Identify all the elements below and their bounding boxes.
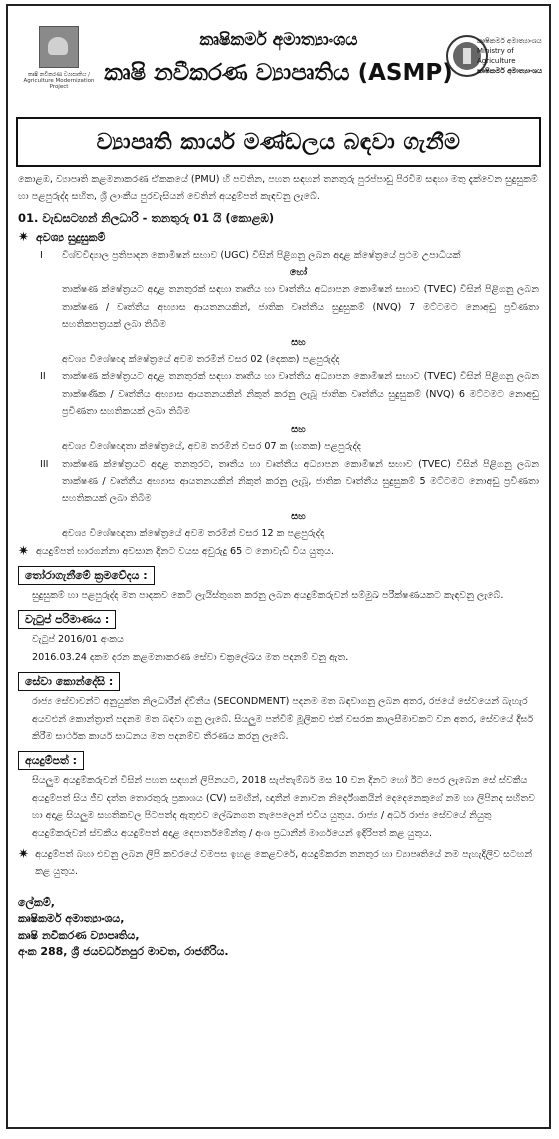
age-note: ✷ අයදුම්පත් භාරගන්නා අවසාන දිනට වයස අවුරුදු 65 ට නොවැඩි විය යුතුය. [18,543,334,559]
intro-paragraph: කොළඹ, ව්‍යාපෘති කළමනාකරණ ඒකකයේ (PMU) හි පවතින, පහත සඳහන් තනතුරු පුරප්පාඩු පිරවීම සඳහා මතු දැක්වෙන සුදුසුකම් හා පළපුරුද්ද සහිත, ශ්‍රී ලාංකීය පුරවැසියන් වෙතින් අයදුම්පත් කැඳවනු ලැබේ. [18,174,538,203]
ministry-title: කෘෂිකර්ම අමාත්‍යාංශය [199,30,358,50]
logo-caption: කෘෂි නවීකරණ ව්‍යාපෘතිය / Agriculture Modernization Project [23,72,95,90]
envelope-note: ✷ අයදුම්පත් බහා එවනු ලබන ලිපි කවරයේ වමපස ඉහළ කෙළවරේ, අයදුම්කරන තනතුර හා ව්‍යාපෘතියේ නම පැහැදිලිව සටහන් කළ යුතුය. [18,846,539,881]
selection-text: සුදුසුකම් හා පළපුරුද්ද මත පාදකව කෙටි ලැයිස්තුගත කරනු ලබන අයදුම්කරුවන් සම්මුඛ පරීක්ෂණයකට කැඳවනු ලැබේ. [32,589,504,601]
requirement-item [18,351,539,368]
requirement-text: තාක්ෂණ ක්ෂේත්‍රයට අදාළ තනතුරක් සඳහා තෘතීය හා වෘත්තීය අධ්‍යාපන කොමිෂන් සභාව (TVEC) විසින් පිළිගනු ලබන තාක්ෂණ / වෘත්තීය අභ්‍යාස ආයතනයකින්, ජාතික වෘත්තීය සුදුසුකම් (NVQ) 7 මට්ටමට නොඅඩු ප්‍රවීණතා සහතිකපත්‍රයක් ලබා තිබීම [62,284,539,331]
requirement-item [18,368,539,420]
requirement-number [40,351,62,368]
requirement-text: අවශ්‍ය විශේෂඥ ක්ෂේත්‍රයේ අවම තරමින් වසර 02 (දෙකක) පළපුරුද්ද [62,354,340,366]
project-title: කෘෂි නවීකරණ ව්‍යාපෘතිය (ASMP) [104,60,453,86]
salary-line-2: 2016.03.24 දකම දරන කළමනාකරණ සේවා චක්‍රලේඛය මත පදනම් වනු ඇත. [32,651,349,663]
requirement-conjunction: සහ [291,336,306,348]
asterisk-icon: ✷ [18,543,29,559]
salary-heading: වැටුප් පරිමාණය : [18,610,116,629]
signature-line-4: අංක 288, ශ්‍රී ජයවර්ධනපුර මාවත, රාජගිරිය. [18,945,229,959]
emblem-text: කෘෂිකර්ම අමාත්‍යාංශය Ministry of Agriculture කෘෂිකර්ම අමාත්‍යාංශය [477,37,543,75]
requirement-conjunction: හෝ [289,267,308,279]
banner-title: ව්‍යාපෘති කාර්ය මණ්ඩලය බඳවා ගැනීම [16,117,541,167]
requirement-item [18,247,539,264]
selection-heading: තෝරාගැනීමේ ක්‍රමවේදය : [18,566,155,585]
requirement-number [40,525,62,542]
requirement-item [18,438,539,455]
requirement-number [40,438,62,455]
requirement-text: තාක්ෂණ ක්ෂේත්‍රයට අදාළ තනතුරට, තෘතීය හා වෘත්තීය අධ්‍යාපන කොමිෂන් සභාව (TVEC) විසින් පිළිගනු ලබන තාක්ෂණ / වෘත්තීය අභ්‍යාස ආයතනයකින් නිකුත් කරනු ලැබූ, ජාතික වෘත්තීය සුදුසුකම් 5 මට්ටමට නොඅඩු ප්‍රවීණතා සහතිකයක් ලබා තිබීම [62,458,539,505]
requirement-item [18,525,539,542]
application-text: සියලුම අයදුම්කරුවන් විසින් පහත සඳහන් ලිපිනයට, 2018 සැප්තැම්බර් මස 10 වන දිනට හෝ ඊට පෙර ලැබෙන සේ ස්වකීය අයදුම්පත් සිය ජීව දත්ත තොරතුරු ප්‍රකාශය (CV) සමඟින්, ඥාතීන් නොවන නිර්දේශකයින් දෙදෙනෙකුගේ නම හා ලිපිනද සහිතව හා අදාළ සියලුම සහතිකවල පිටපත්ද ඇතුළුව ලේඛනගත තැපෙලෙන් එවිය යුතුය. රාජ්‍ය / අර්ධ රාජ්‍ය සේවයේ නියුතු අයදුම්කරුවන් ස්වකීය අයදුම්පත් අදාළ දෙපාර්තමේන්තු / අංශ ප්‍රධානීන් මාර්ගයෙන් ඉදිරිපත් කළ යුතුය. [32,775,536,839]
requirement-number [40,281,62,333]
signature-line-1: ලේකම්, [18,895,55,909]
application-heading: අයදුම්පත් : [18,751,84,770]
requirement-item [18,456,539,508]
requirement-text: අවශ්‍ය විශේෂඥතා ක්ෂේත්‍රයේ, අවම තරමින් වසර 07 ක (හතක) පළපුරුද්ද [62,441,362,453]
requirement-conjunction: සහ [291,510,306,522]
requirements-list [18,247,539,543]
asterisk-icon: ✷ [18,847,29,862]
requirement-number: II [40,371,46,383]
requirement-text: තාක්ෂණ ක්ෂේත්‍රයට අදාළ තනතුරක් සඳහා තෘතීය හා වෘත්තීය අධ්‍යාපන කොමිෂන් සභාව (TVEC) විසින් පිළිගනු ලබන තාක්ෂණික / වෘත්තීය අභ්‍යාස ආයතනයකින් නිකුත් කරනු ලැබූ ජාතික වෘත්තීය සුදුසුකම් (NVQ) 6 මට්ටමට නොඅඩු ප්‍රවීණතා සහතිකයක් ලබා තිබීම [62,371,539,418]
requirement-conjunction: සහ [291,423,306,435]
requirement-number: III [40,458,49,470]
position-title: 01. වැඩසටහන් නිලධාරි - තනතුරු 01 යි (කොළඹ) [18,210,275,225]
requirement-item [18,281,539,333]
requirement-number: I [40,249,43,261]
requirement-text: විශ්වවිද්‍යාල ප්‍රතිපාදන කොමිෂන් සභාව (UGC) විසින් පිළිගනු ලබන අදාළ ක්ෂේත්‍රයේ ප්‍රථම උපාධියක් [62,249,461,261]
qualifications-heading: ✷ අවශ්‍ය සුදුසුකම් [18,230,106,246]
asterisk-icon: ✷ [18,230,29,246]
signature-line-2: කෘෂිකර්ම අමාත්‍යාංශය, [18,912,125,926]
salary-line-1: වැටුප් 2016/01 අංකය [32,634,124,646]
header [8,6,549,111]
body [8,171,549,961]
requirement-text: අවශ්‍ය විශේෂඥතා ක්ෂේත්‍රයේ අවම තරමින් වසර 12 ක පළපුරුද්ද [62,528,325,540]
signature-line-3: කෘෂි නවීකරණ ව්‍යාපෘතිය, [18,928,140,942]
advertisement [6,4,551,1129]
signature-block [18,895,539,961]
service-heading: සේවා කොන්දේසි : [18,672,120,691]
service-text: රාජ්‍ය සේවාවන්ට අනුයුක්ත නිලධාරීන් ද්විතීය (SECONDMENT) පදනම මත බඳවාගනු ලබන අතර, රජයේ සේවයෙන් බැහැර අයවළුන් කොන්ත්‍රාත් පදනම මත බඳවා ගනු ලැබේ. සියලුම පත්වීම් මූලිකව එක් වසරක කාලසීමාවකට වන අතර, සේවයේ දීර්ඝ කිරීම සාර්ථක කාර්ය සාධනය මත පදනම්ව තීරණය කරනු ලැබේ. [32,696,534,742]
